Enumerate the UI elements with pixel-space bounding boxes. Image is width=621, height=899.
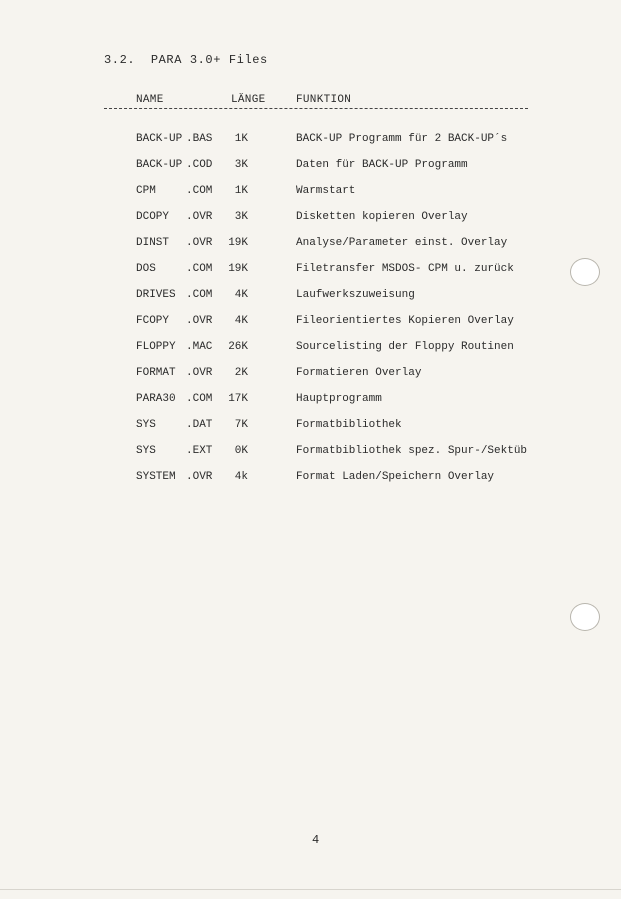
section-heading <box>104 53 268 67</box>
file-name: FORMAT <box>136 367 176 379</box>
column-header-size: LÄNGE <box>231 94 266 106</box>
file-name: SYS <box>136 419 156 431</box>
file-extension: .MAC <box>186 341 213 353</box>
file-name: PARA30 <box>136 393 176 405</box>
file-function: BACK-UP Programm für 2 BACK-UP´s <box>296 133 508 145</box>
file-size: 26K <box>228 341 248 353</box>
file-name: CPM <box>136 185 156 197</box>
file-name: SYSTEM <box>136 471 176 483</box>
file-function: Formatieren Overlay <box>296 367 422 379</box>
file-function: Formatbibliothek spez. Spur-/Sektüb <box>296 445 528 457</box>
punch-hole-top <box>570 258 600 286</box>
column-header-name: NAME <box>136 94 164 106</box>
file-extension: .OVR <box>186 471 213 483</box>
file-name: DINST <box>136 237 170 249</box>
file-extension: .OVR <box>186 211 213 223</box>
section-number: 3.2. <box>104 53 136 67</box>
file-extension: .OVR <box>186 315 213 327</box>
file-name: DCOPY <box>136 211 170 223</box>
file-name: DOS <box>136 263 156 275</box>
file-extension: .COD <box>186 159 213 171</box>
file-function: Disketten kopieren Overlay <box>296 211 468 223</box>
file-size: 4K <box>234 315 248 327</box>
file-size: 0K <box>234 445 248 457</box>
file-extension: .COM <box>186 289 213 301</box>
file-name: BACK-UP <box>136 159 183 171</box>
page-edge <box>0 889 621 890</box>
file-extension: .BAS <box>186 133 213 145</box>
file-function: Laufwerkszuweisung <box>296 289 415 301</box>
file-function: Filetransfer MSDOS- CPM u. zurück <box>296 263 514 275</box>
column-header-function: FUNKTION <box>296 94 352 106</box>
file-function: Analyse/Parameter einst. Overlay <box>296 237 508 249</box>
file-size: 17K <box>228 393 248 405</box>
file-size: 1K <box>234 133 248 145</box>
file-function: Sourcelisting der Floppy Routinen <box>296 341 514 353</box>
file-extension: .DAT <box>186 419 213 431</box>
file-size: 7K <box>234 419 248 431</box>
file-extension: .COM <box>186 393 213 405</box>
file-extension: .OVR <box>186 367 213 379</box>
file-size: 1K <box>234 185 248 197</box>
file-size: 2K <box>234 367 248 379</box>
file-function: Hauptprogramm <box>296 393 382 405</box>
file-name: SYS <box>136 445 156 457</box>
section-title: PARA 3.0+ Files <box>150 53 268 67</box>
file-extension: .OVR <box>186 237 213 249</box>
file-function: Fileorientiertes Kopieren Overlay <box>296 315 514 327</box>
file-extension: .COM <box>186 185 213 197</box>
file-size: 19K <box>228 263 248 275</box>
file-size: 3K <box>234 211 248 223</box>
page-number: 4 <box>312 833 320 847</box>
file-function: Warmstart <box>296 185 356 197</box>
file-extension: .EXT <box>186 445 213 457</box>
punch-hole-bottom <box>570 603 600 631</box>
file-name: FLOPPY <box>136 341 176 353</box>
file-extension: .COM <box>186 263 213 275</box>
file-name: BACK-UP <box>136 133 183 145</box>
file-name: DRIVES <box>136 289 176 301</box>
file-name: FCOPY <box>136 315 170 327</box>
file-function: Daten für BACK-UP Programm <box>296 159 468 171</box>
file-size: 4K <box>234 289 248 301</box>
file-size: 3K <box>234 159 248 171</box>
file-function: Format Laden/Speichern Overlay <box>296 471 495 483</box>
header-divider <box>104 108 528 109</box>
file-function: Formatbibliothek <box>296 419 402 431</box>
file-size: 19K <box>228 237 248 249</box>
file-size: 4k <box>234 471 248 483</box>
